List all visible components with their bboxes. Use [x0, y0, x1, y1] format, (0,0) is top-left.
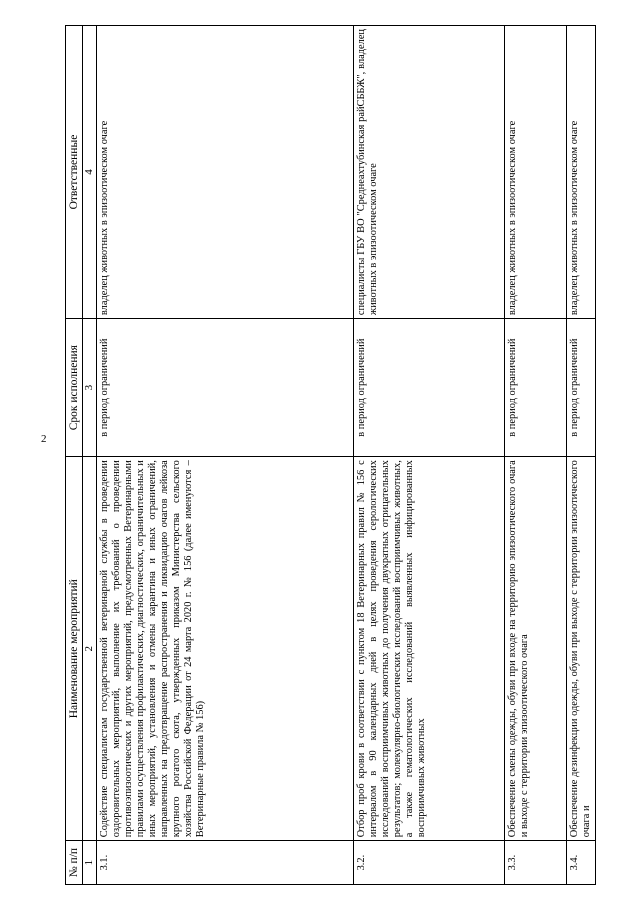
header-deadline: Срок исполнения: [66, 319, 83, 457]
row-responsible: владелец животных в эпизоотическом очаге: [566, 26, 595, 319]
row-deadline: в период ограничений: [96, 319, 353, 457]
table-row: [566, 26, 595, 885]
row-number: 3.4.: [566, 841, 595, 885]
row-number: 3.2.: [353, 841, 504, 885]
row-activity: Отбор проб крови в соответствии с пунктом 18 Ветеринарных правил № 156 с интервалом в 90 календарных дней в целях проведения серологических исследований восприимчивых животных до получения двукратных отрицательных результатов; молекулярно-биологических исследований восприимчивых животных, а также гематологических исследований выявленных инфицированных восприимчивых животных: [353, 457, 504, 841]
measures-table: [65, 25, 596, 885]
column-number: 3: [83, 319, 97, 457]
table-row: [504, 26, 566, 885]
column-number-row: [83, 26, 97, 885]
page-number: 2: [41, 433, 47, 445]
column-number: 2: [83, 457, 97, 841]
row-responsible: владелец животных в эпизоотическом очаге: [504, 26, 566, 319]
header-responsible: Ответственные: [66, 26, 83, 319]
column-number: 4: [83, 26, 97, 319]
header-number: № п/п: [66, 841, 83, 885]
column-number: 1: [83, 841, 97, 885]
header-activity: Наименование мероприятий: [66, 457, 83, 841]
table-row: [353, 26, 504, 885]
table-row: [96, 26, 353, 885]
row-activity: Обеспечение смены одежды, обуви при входе на территорию эпизоотического очага и выходе с территории эпизоотического очага: [504, 457, 566, 841]
row-deadline: в период ограничений: [504, 319, 566, 457]
row-responsible: специалисты ГБУ ВО "Среднеахтубинская райСББЖ", владелец животных в эпизоотическом очаге: [353, 26, 504, 319]
header-row: [66, 26, 83, 885]
row-deadline: в период ограничений: [353, 319, 504, 457]
row-activity: Содействие специалистам государственной ветеринарной службы в проведении оздоровительных мероприятий, выполнение их требований о проведении противоэпизоотических и других мероприятий, предусмотренных Ветеринарными правилами осуществления профилактических, диагностических, ограничительных и иных мероприятий, установления и отмены карантина и иных ограничений, направленных на предотвращение распространения и ликвидацию очагов лейкоза крупного рогатого скота, утвержденных приказом Министерства сельского хозяйства Российской Федерации от 24 марта 2020 г. № 156 (далее именуются – Ветеринарные правила № 156): [96, 457, 353, 841]
row-number: 3.1.: [96, 841, 353, 885]
row-deadline: в период ограничений: [566, 319, 595, 457]
row-responsible: владелец животных в эпизоотическом очаге: [96, 26, 353, 319]
row-activity: Обеспечение дезинфекции одежды, обуви при выходе с территории эпизоотического очага и: [566, 457, 595, 841]
row-number: 3.3.: [504, 841, 566, 885]
